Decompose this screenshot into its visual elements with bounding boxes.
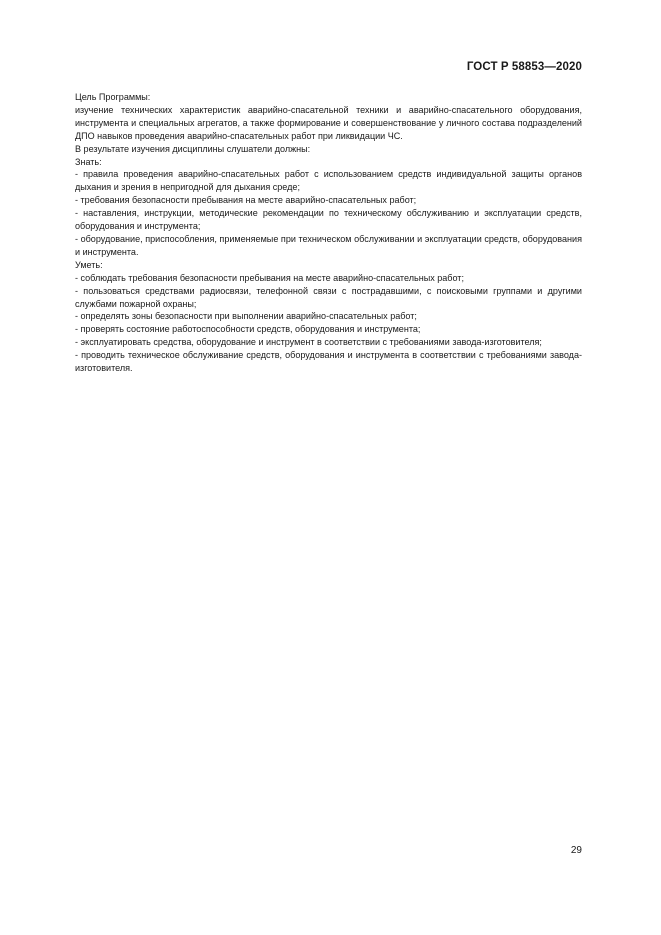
paragraph-goal-text: изучение технических характеристик аварийно-спасательной техники и аварийно-спасательного оборудования, инструмента и специальных агрегатов, а также формирование и совершенствование у личного состава подразделений ДПО навыков проведения аварийно-спасательных работ при ликвидации ЧС. bbox=[75, 104, 582, 141]
list-item-know-1: - правила проведения аварийно-спасательных работ с использованием средств индивидуальной защиты органов дыхания и зрения в непригодной для дыхания среде; bbox=[75, 169, 582, 193]
paragraph-know-heading: Знать: bbox=[75, 156, 102, 167]
paragraph-result-intro: В результате изучения дисциплины слушатели должны: bbox=[75, 143, 311, 154]
list-item-able-1: - соблюдать требования безопасности пребывания на месте аварийно-спасательных работ; bbox=[75, 272, 464, 283]
list-item-able-4: - проверять состояние работоспособности средств, оборудования и инструмента; bbox=[75, 324, 421, 335]
list-item-able-2: - пользоваться средствами радиосвязи, телефонной связи с пострадавшими, с поисковыми группами и другими службами пожарной охраны; bbox=[75, 285, 582, 309]
list-item-able-3: - определять зоны безопасности при выполнении аварийно-спасательных работ; bbox=[75, 311, 417, 322]
list-item-able-6: - проводить техническое обслуживание средств, оборудования и инструмента в соответствии с требованиями завода-изготовителя. bbox=[75, 350, 582, 374]
paragraph-able-heading: Уметь: bbox=[75, 259, 103, 270]
page-number: 29 bbox=[570, 845, 582, 856]
document-body bbox=[75, 91, 582, 375]
paragraph-goal-heading: Цель Программы: bbox=[75, 92, 151, 102]
list-item-know-2: - требования безопасности пребывания на месте аварийно-спасательных работ; bbox=[75, 195, 417, 206]
list-item-able-5: - эксплуатировать средства, оборудование и инструмент в соответствии с требованиями завода-изготовителя; bbox=[75, 337, 542, 348]
list-item-know-3: - наставления, инструкции, методические рекомендации по техническому обслуживанию и эксплуатации средств, оборудования и инструмента; bbox=[75, 208, 582, 232]
list-item-know-4: - оборудование, приспособления, применяемые при техническом обслуживании и эксплуатации средств, оборудования и инструмента. bbox=[75, 233, 582, 257]
document-header-standard: ГОСТ Р 58853—2020 bbox=[466, 61, 582, 73]
